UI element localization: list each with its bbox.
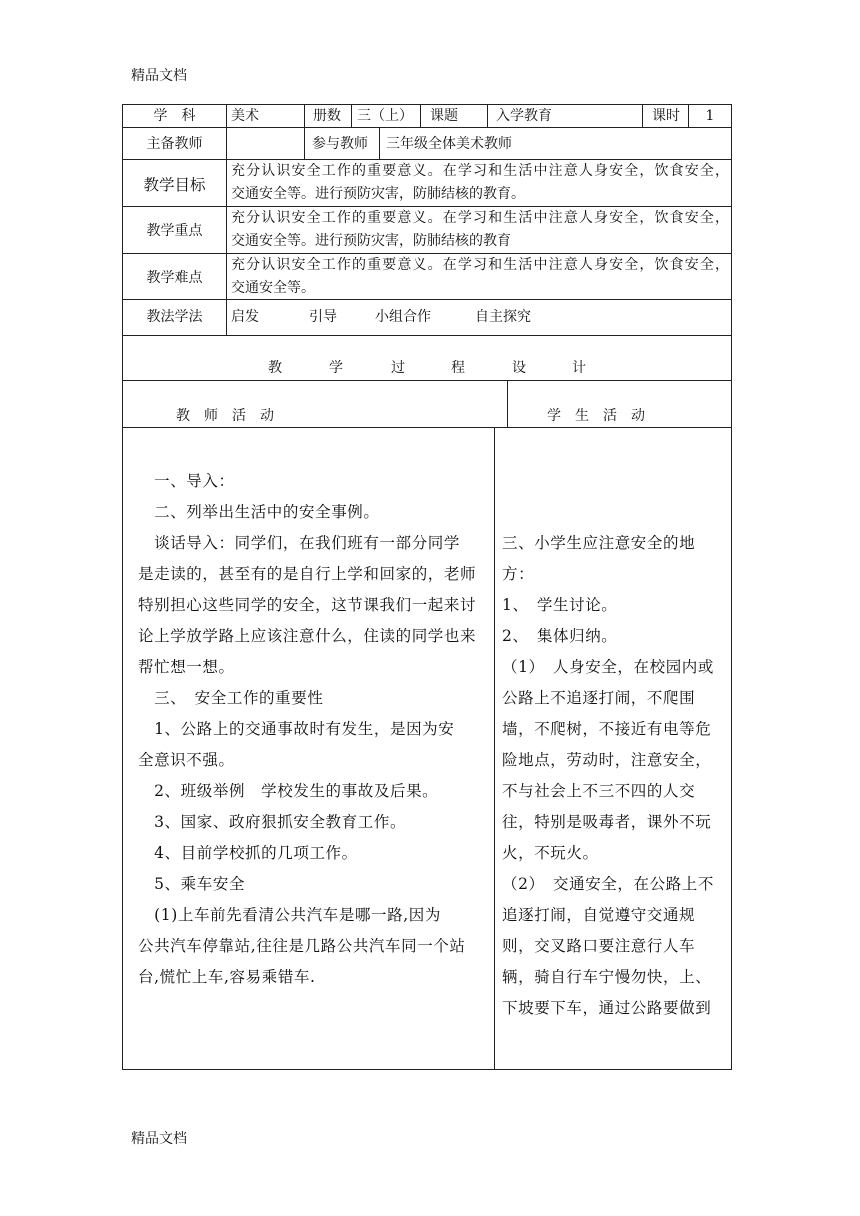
- lead-teacher-label: 主备教师: [146, 136, 203, 152]
- col-divider: [226, 159, 227, 335]
- col-divider: [226, 127, 227, 159]
- student-line: 险地点，劳动时，注意安全，: [502, 751, 712, 769]
- goals-text: 充分认识安全工作的重要意义。在学习和生活中注意人身安全，饮食安全， 交通安全等。进行预防灾害，防肺结核的教育。: [231, 163, 729, 202]
- col-divider: [494, 427, 495, 1070]
- teacher-line: 台,慌忙上车,容易乘错车.: [138, 968, 316, 986]
- process-title-char: 过: [391, 360, 405, 376]
- student-line: 则，交叉路口要注意行人车: [502, 937, 696, 955]
- student-line: 不与社会上不三不四的人交: [502, 782, 696, 800]
- col-divider: [487, 105, 488, 127]
- method-item: 自主探究: [475, 309, 531, 325]
- col-divider: [304, 105, 305, 127]
- teacher-line: 一、导入：: [138, 472, 235, 490]
- row-divider: [123, 335, 731, 336]
- col-divider: [642, 105, 643, 127]
- lesson-plan-table: [122, 104, 732, 1070]
- student-line: 2、 集体归纳。: [502, 627, 618, 645]
- topic-value: 入学教育: [496, 108, 552, 124]
- subject-value: 美术: [231, 108, 259, 124]
- col-divider: [507, 380, 508, 427]
- difficulties-text: 充分认识安全工作的重要意义。在学习和生活中注意人身安全，饮食安全， 交通安全等。: [231, 257, 729, 296]
- student-line: 墙，不爬树，不接近有电等危: [502, 720, 712, 738]
- page-header: 精品文档: [131, 68, 187, 84]
- teacher-line: 全意识不强。: [138, 751, 235, 769]
- student-line: 三、小学生应注意安全的地: [502, 534, 696, 552]
- student-line: 公路上不追逐打闹，不爬围: [502, 689, 696, 707]
- student-line: 下坡要下车，通过公路要做到: [502, 999, 712, 1017]
- student-line: 方：: [502, 565, 535, 583]
- teacher-line: 是走读的，甚至有的是自行上学和回家的，老师: [138, 565, 477, 583]
- student-line: 辆，骑自行车宁慢勿快，上、: [502, 968, 712, 986]
- teacher-line: 公共汽车停靠站,往往是几路公共汽车同一个站: [138, 937, 466, 955]
- student-line: （1） 人身安全，在校园内或: [502, 658, 715, 676]
- topic-label: 课题: [430, 108, 458, 124]
- process-title-char: 学: [329, 360, 343, 376]
- col-divider: [379, 127, 380, 159]
- difficulties-label: 教学难点: [146, 270, 203, 286]
- method-item: 启发: [231, 309, 259, 325]
- teacher-line: 2、班级举例 学校发生的事故及后果。: [138, 782, 439, 800]
- teacher-line: (1)上车前先看清公共汽车是哪一路,因为: [138, 906, 441, 924]
- process-title-char: 计: [572, 360, 586, 376]
- student-line: 往，特别是吸毒者，课外不玩: [502, 813, 712, 831]
- student-line: 追逐打闹，自觉遵守交通规: [502, 906, 696, 924]
- participants-value: 三年级全体美术教师: [386, 136, 512, 152]
- participants-label: 参与教师: [312, 136, 368, 152]
- row-divider: [123, 380, 731, 381]
- col-divider: [420, 105, 421, 127]
- method-item: 小组合作: [375, 309, 431, 325]
- key-points-label: 教学重点: [146, 223, 203, 239]
- method-item: 引导: [309, 309, 337, 325]
- teacher-line: 谈话导入：同学们，在我们班有一部分同学: [138, 534, 461, 552]
- hours-value: 1: [705, 108, 715, 124]
- process-title-char: 教: [268, 360, 282, 376]
- col-divider: [304, 127, 305, 159]
- student-activity-title: 学 生 活 动: [547, 408, 645, 424]
- student-line: 火，不玩火。: [502, 844, 599, 862]
- col-divider: [226, 105, 227, 127]
- teacher-line: 5、乘车安全: [138, 875, 246, 893]
- col-divider: [351, 105, 352, 127]
- student-activity-content: [502, 528, 730, 1024]
- teacher-line: 3、国家、政府狠抓安全教育工作。: [138, 813, 407, 831]
- process-title-char: 设: [512, 360, 526, 376]
- teacher-activity-title: 教 师 活 动: [176, 408, 274, 424]
- teacher-line: 特别担心这些同学的安全，这节课我们一起来讨: [138, 596, 477, 614]
- teacher-line: 帮忙想一想。: [138, 658, 235, 676]
- volume-value: 三（上）: [357, 108, 413, 124]
- process-title-char: 程: [451, 360, 465, 376]
- teacher-line: 4、目前学校抓的几项工作。: [138, 844, 358, 862]
- teacher-line: 三、 安全工作的重要性: [138, 689, 324, 707]
- goals-label: 教学目标: [143, 176, 206, 194]
- row-divider: [123, 127, 731, 128]
- student-line: 1、 学生讨论。: [502, 596, 618, 614]
- teacher-line: 论上学放学路上应该注意什么，住读的同学也来: [138, 627, 477, 645]
- student-line: （2） 交通安全，在公路上不: [502, 875, 715, 893]
- volume-label: 册数: [313, 108, 341, 124]
- teacher-line: 二、列举出生活中的安全事例。: [138, 503, 380, 521]
- teacher-activity-content: [138, 466, 490, 993]
- key-points-text: 充分认识安全工作的重要意义。在学习和生活中注意人身安全，饮食安全， 交通安全等。进行预防灾害，防肺结核的教育: [231, 210, 729, 249]
- row-divider: [123, 427, 731, 428]
- subject-label: 学 科: [153, 108, 196, 124]
- teacher-line: 1、公路上的交通事故时有发生，是因为安: [138, 720, 455, 738]
- hours-label: 课时: [652, 108, 680, 124]
- page-footer: 精品文档: [131, 1131, 187, 1147]
- methods-label: 教法学法: [146, 309, 203, 325]
